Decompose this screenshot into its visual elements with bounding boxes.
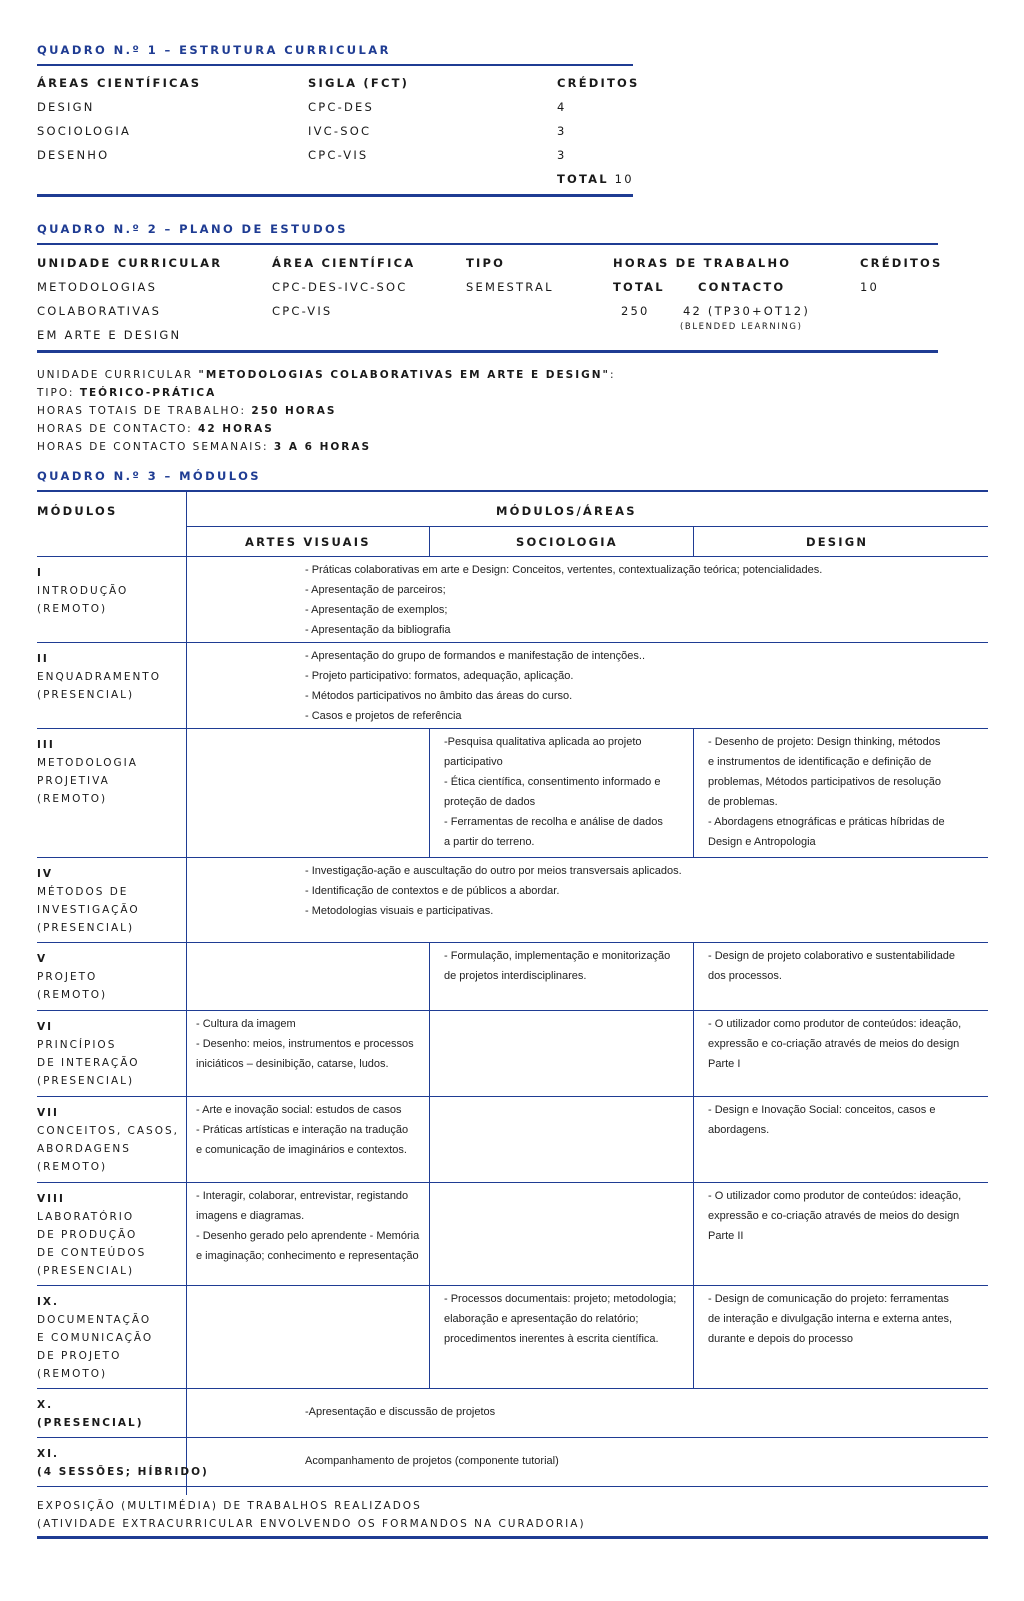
q3-cell-line: - O utilizador como produtor de conteúdos: ideação, [708, 1190, 962, 1202]
q1-row-sigla: IVC-SOC [308, 124, 372, 138]
q3-artes-cell [196, 1014, 414, 1074]
q3-cell-line: - Formulação, implementação e monitorização [444, 950, 671, 962]
info-line-tipo [37, 384, 616, 402]
q2-header-area: ÁREA CIENTÍFICA [272, 256, 416, 270]
q3-module-name-line: INTRODUÇÃO [37, 585, 129, 597]
q1-row-sigla: CPC-VIS [308, 148, 369, 162]
q3-cell-line: e imaginação; conhecimento e representação [196, 1250, 419, 1262]
q3-cell-line: procedimentos inerentes à escrita científica. [444, 1333, 659, 1345]
q3-design-cell [708, 1186, 961, 1246]
q3-module-name-line: (REMOTO) [37, 603, 108, 615]
q3-cell-line: - Casos e projetos de referência [305, 710, 462, 722]
q3-row-line [37, 857, 988, 858]
q3-cell-line: de projetos interdisciplinares. [444, 970, 587, 982]
q1-header-sigla: SIGLA (FCT) [308, 76, 410, 90]
q3-row-line [37, 1388, 988, 1389]
q3-cell-line: de problemas. [708, 796, 778, 808]
q3-cell-line: - Apresentação de parceiros; [305, 584, 446, 596]
q3-module-name-line: PROJETIVA [37, 775, 110, 787]
q3-cell-line: - Práticas artísticas e interação na tradução [196, 1124, 409, 1136]
q3-module-name-line: (REMOTO) [37, 793, 108, 805]
q3-module-name-line: DE PROJETO [37, 1350, 122, 1362]
q3-module-name-line: (PRESENCIAL) [37, 1417, 144, 1429]
q3-cell-line: - Interagir, colaborar, entrevistar, registando [196, 1190, 409, 1202]
q3-cell-line: - Ferramentas de recolha e análise de dados [444, 816, 663, 828]
q3-module-label [37, 1293, 153, 1383]
q3-module-label [37, 1396, 144, 1432]
q3-row-line [37, 1182, 988, 1183]
q3-module-name-line: INVESTIGAÇÃO [37, 904, 140, 916]
q3-bottom-line [37, 1486, 988, 1487]
info-value: TEÓRICO-PRÁTICA [79, 387, 217, 399]
q3-cell-line: iniciáticos – desinibição, catarse, ludos. [196, 1058, 389, 1070]
q3-cell-line: expressão e co-criação através de meios do design [708, 1210, 960, 1222]
q3-cell-line: Parte I [708, 1058, 741, 1070]
q3-cell-line: Design e Antropologia [708, 836, 816, 848]
q2-area-line: CPC-VIS [272, 304, 333, 318]
q3-cell-line: - Desenho de projeto: Design thinking, métodos [708, 736, 941, 748]
info-label: HORAS DE CONTACTO SEMANAIS: [37, 441, 274, 453]
q3-module-number: II [37, 653, 49, 665]
q3-module-name-line: PRINCÍPIOS [37, 1039, 117, 1051]
q3-sociologia-cell [444, 732, 663, 852]
q3-cell-line: - Apresentação de exemplos; [305, 604, 448, 616]
q3-module-name-line: PROJETO [37, 971, 98, 983]
q3-artes-cell [196, 1186, 419, 1266]
q2-creditos: 10 [860, 280, 880, 294]
q3-header-col-line [429, 526, 430, 556]
q3-span-cell [305, 861, 682, 921]
q3-span-cell [305, 1402, 495, 1422]
q2-unit-line: EM ARTE E DESIGN [37, 328, 182, 342]
q2-header-horas: HORAS DE TRABALHO [613, 256, 792, 270]
q3-module-label [37, 1445, 209, 1481]
q3-cell-line: a partir do terreno. [444, 836, 535, 848]
q2-total-value: 250 [621, 304, 650, 318]
info-value: 250 HORAS [251, 405, 337, 417]
q3-span-cell [305, 560, 822, 640]
q3-module-label [37, 865, 140, 937]
q3-cell-line: elaboração e apresentação do relatório; [444, 1313, 639, 1325]
q3-col-line-design [693, 1010, 694, 1096]
q3-row-line [37, 642, 988, 643]
info-label: HORAS DE CONTACTO: [37, 423, 199, 435]
q3-row-line [37, 728, 988, 729]
q2-sub-total: TOTAL [613, 280, 665, 294]
q3-col-line-sociologia [429, 1096, 430, 1182]
q3-module-label [37, 1018, 140, 1090]
info-value: "METODOLOGIAS COLABORATIVAS EM ARTE E DESIGN" [198, 369, 611, 381]
q3-span-cell [305, 646, 645, 726]
info-line-horas-totais [37, 402, 616, 420]
q3-cell-line: abordagens. [708, 1124, 770, 1136]
quadro-3-top-rule [37, 490, 988, 492]
q1-total-value: 10 [614, 172, 634, 186]
q2-contact-value: 42 (TP30+OT12) [683, 304, 811, 318]
q3-cell-line: - Processos documentais: projeto; metodologia; [444, 1293, 677, 1305]
q2-unit-line: COLABORATIVAS [37, 304, 162, 318]
q1-row-creditos: 4 [557, 100, 567, 114]
q3-cell-line: Acompanhamento de projetos (componente tutorial) [305, 1455, 559, 1467]
q2-contact-note: (BLENDED LEARNING) [680, 322, 803, 332]
q3-cell-line: - O utilizador como produtor de conteúdos: ideação, [708, 1018, 962, 1030]
q1-row-area: DESIGN [37, 100, 95, 114]
q2-unit-line: METODOLOGIAS [37, 280, 158, 294]
quadro-1-bottom-rule [37, 194, 633, 197]
q3-design-cell [708, 1289, 952, 1349]
q3-cell-line: - Apresentação do grupo de formandos e manifestação de intenções.. [305, 650, 645, 662]
q3-cell-line: - Métodos participativos no âmbito das áreas do curso. [305, 690, 573, 702]
q3-module-number: XI. [37, 1448, 59, 1460]
q3-module-number: VIII [37, 1193, 65, 1205]
q3-cell-line: e comunicação de imaginários e contextos. [196, 1144, 407, 1156]
quadro-2-bottom-rule [37, 350, 938, 353]
footer [37, 1497, 586, 1533]
q3-module-number: IX. [37, 1296, 59, 1308]
q3-design-cell [708, 732, 945, 852]
q3-cell-line: expressão e co-criação através de meios do design [708, 1038, 960, 1050]
q3-module-number: I [37, 567, 43, 579]
q3-design-cell [708, 946, 955, 986]
q1-row-area: DESENHO [37, 148, 110, 162]
q3-cell-line: - Investigação-ação e auscultação do outro por meios transversais aplicados. [305, 865, 682, 877]
q3-cell-line: proteção de dados [444, 796, 536, 808]
q3-design-cell [708, 1100, 935, 1140]
q3-cell-line: problemas, Métodos participativos de resolução [708, 776, 941, 788]
q3-cell-line: e instrumentos de identificação e definição de [708, 756, 932, 768]
q3-sociologia-cell [444, 1289, 676, 1349]
q3-col-line-sociologia [429, 1285, 430, 1388]
q3-module-name-line: (REMOTO) [37, 989, 108, 1001]
q3-row-line [37, 1010, 988, 1011]
q3-module-name-line: METODOLOGIA [37, 757, 138, 769]
q3-col-line-design [693, 1285, 694, 1388]
unit-info [37, 366, 616, 456]
q3-module-name-line: (PRESENCIAL) [37, 1075, 135, 1087]
q3-module-name-line: DE INTERAÇÃO [37, 1057, 140, 1069]
q3-cell-line: - Práticas colaborativas em arte e Design: Conceitos, vertentes, contextualização teórica; potencialidades. [305, 564, 823, 576]
q3-module-label [37, 564, 128, 618]
q3-col-line-design [693, 728, 694, 857]
info-line-unit [37, 366, 616, 384]
q3-module-label [37, 1190, 146, 1280]
q3-artes-cell [196, 1100, 408, 1160]
quadro-1-title: QUADRO N.º 1 – ESTRUTURA CURRICULAR [37, 43, 391, 57]
q3-module-label [37, 650, 161, 704]
q3-module-name-line: MÉTODOS DE [37, 886, 129, 898]
q1-row-sigla: CPC-DES [308, 100, 374, 114]
q3-module-name-line: (PRESENCIAL) [37, 689, 135, 701]
q3-cell-line: - Metodologias visuais e participativas. [305, 905, 494, 917]
q1-header-areas: ÁREAS CIENTÍFICAS [37, 76, 202, 90]
quadro-2-top-rule [37, 243, 938, 245]
q2-sub-contacto: CONTACTO [698, 280, 786, 294]
q3-cell-line: - Desenho: meios, instrumentos e processos [196, 1038, 414, 1050]
q1-row-creditos: 3 [557, 148, 567, 162]
quadro-2-title: QUADRO N.º 2 – PLANO DE ESTUDOS [37, 222, 348, 236]
q3-cell-line: - Ética científica, consentimento informado e [444, 776, 661, 788]
q3-col-line-sociologia [429, 1182, 430, 1285]
q3-module-name-line: (PRESENCIAL) [37, 1265, 135, 1277]
q3-module-number: VII [37, 1107, 59, 1119]
q3-module-number: V [37, 953, 48, 965]
q3-cell-line: - Arte e inovação social: estudos de casos [196, 1104, 402, 1116]
q3-cell-line: - Desenho gerado pelo aprendente - Memória [196, 1230, 420, 1242]
info-line-horas-semanais [37, 438, 616, 456]
q2-area-line: CPC-DES-IVC-SOC [272, 280, 408, 294]
q3-module-label [37, 736, 138, 808]
q3-col-line-design [693, 1182, 694, 1285]
q1-total [557, 172, 634, 186]
q3-row-line [37, 1285, 988, 1286]
q3-module-name-line: (4 SESSÕES; HÍBRIDO) [37, 1466, 209, 1478]
q1-header-creditos: CRÉDITOS [557, 76, 640, 90]
q3-cell-line: - Cultura da imagem [196, 1018, 296, 1030]
info-line-horas-contacto [37, 420, 616, 438]
q3-cell-line: - Abordagens etnográficas e práticas híbridas de [708, 816, 945, 828]
quadro-3-title: QUADRO N.º 3 – MÓDULOS [37, 469, 261, 483]
q1-row-creditos: 3 [557, 124, 567, 138]
q3-col-line-design [693, 942, 694, 1010]
q3-module-name-line: DE PRODUÇÃO [37, 1229, 138, 1241]
q3-module-name-line: (REMOTO) [37, 1161, 108, 1173]
q3-module-label [37, 1104, 179, 1176]
q3-module-number: III [37, 739, 55, 751]
q3-module-name-line: (REMOTO) [37, 1368, 108, 1380]
q1-total-label: TOTAL [557, 172, 609, 186]
q3-design-cell [708, 1014, 961, 1074]
q3-module-number: VI [37, 1021, 54, 1033]
info-suffix: : [610, 369, 616, 381]
quadro-1-top-rule [37, 64, 633, 66]
q3-header-col-line [693, 526, 694, 556]
q3-header-line [186, 526, 988, 527]
q3-cell-line: Parte II [708, 1230, 744, 1242]
q3-row-line [37, 942, 988, 943]
q3-cell-line: -Pesquisa qualitativa aplicada ao projeto [444, 736, 642, 748]
info-value: 42 HORAS [198, 423, 274, 435]
q3-col-line-sociologia [429, 942, 430, 1010]
info-label: UNIDADE CURRICULAR [37, 369, 199, 381]
q1-row-area: SOCIOLOGIA [37, 124, 132, 138]
q3-module-name-line: DE CONTEÚDOS [37, 1247, 147, 1259]
q3-module-number: IV [37, 868, 54, 880]
q3-row-line [37, 556, 988, 557]
q3-col-line-design [693, 1096, 694, 1182]
q3-cell-line: - Projeto participativo: formatos, adequação, aplicação. [305, 670, 574, 682]
q3-cell-line: de interação e divulgação interna e externa antes, [708, 1313, 952, 1325]
q2-header-unidade: UNIDADE CURRICULAR [37, 256, 223, 270]
q3-col-line-sociologia [429, 728, 430, 857]
q3-module-name-line: LABORATÓRIO [37, 1211, 135, 1223]
q2-tipo: SEMESTRAL [466, 280, 554, 294]
q3-module-name-line: CONCEITOS, CASOS, [37, 1125, 179, 1137]
q3-header-design: DESIGN [806, 535, 869, 549]
q3-header-group: MÓDULOS/ÁREAS [496, 504, 637, 518]
q3-sociologia-cell [444, 946, 670, 986]
q3-module-name-line: (PRESENCIAL) [37, 922, 135, 934]
q3-span-cell [305, 1451, 559, 1471]
q3-module-name-line: DOCUMENTAÇÃO [37, 1314, 152, 1326]
q3-cell-line: - Design e Inovação Social: conceitos, casos e [708, 1104, 936, 1116]
info-value: 3 A 6 HORAS [273, 441, 372, 453]
info-label: HORAS TOTAIS DE TRABALHO: [37, 405, 252, 417]
q3-cell-line: - Design de comunicação do projeto: ferramentas [708, 1293, 949, 1305]
q3-cell-line: - Apresentação da bibliografia [305, 624, 451, 636]
footer-bottom-rule [37, 1536, 988, 1539]
q3-module-name-line: ABORDAGENS [37, 1143, 131, 1155]
q3-module-name-line: ENQUADRAMENTO [37, 671, 161, 683]
footer-line: EXPOSIÇÃO (MULTIMÉDIA) DE TRABALHOS REALIZADOS [37, 1500, 422, 1512]
q3-header-modulos: MÓDULOS [37, 504, 118, 518]
q3-cell-line: participativo [444, 756, 503, 768]
q3-header-artes: ARTES VISUAIS [245, 535, 371, 549]
q2-header-creditos: CRÉDITOS [860, 256, 943, 270]
footer-line: (ATIVIDADE EXTRACURRICULAR ENVOLVENDO OS FORMANDOS NA CURADORIA) [37, 1518, 586, 1530]
q3-header-sociologia: SOCIOLOGIA [516, 535, 618, 549]
q3-module-name-line: E COMUNICAÇÃO [37, 1332, 154, 1344]
q2-header-tipo: TIPO [466, 256, 506, 270]
q3-row-line [37, 1437, 988, 1438]
q3-row-line [37, 1096, 988, 1097]
q3-cell-line: -Apresentação e discussão de projetos [305, 1406, 496, 1418]
info-label: TIPO: [37, 387, 80, 399]
q3-cell-line: imagens e diagramas. [196, 1210, 305, 1222]
q3-cell-line: dos processos. [708, 970, 782, 982]
q3-cell-line: durante e depois do processo [708, 1333, 853, 1345]
q3-cell-line: - Design de projeto colaborativo e sustentabilidade [708, 950, 956, 962]
q3-cell-line: - Identificação de contextos e de públicos a abordar. [305, 885, 560, 897]
q3-col-line-sociologia [429, 1010, 430, 1096]
q3-module-label [37, 950, 107, 1004]
q3-module-number: X. [37, 1399, 54, 1411]
